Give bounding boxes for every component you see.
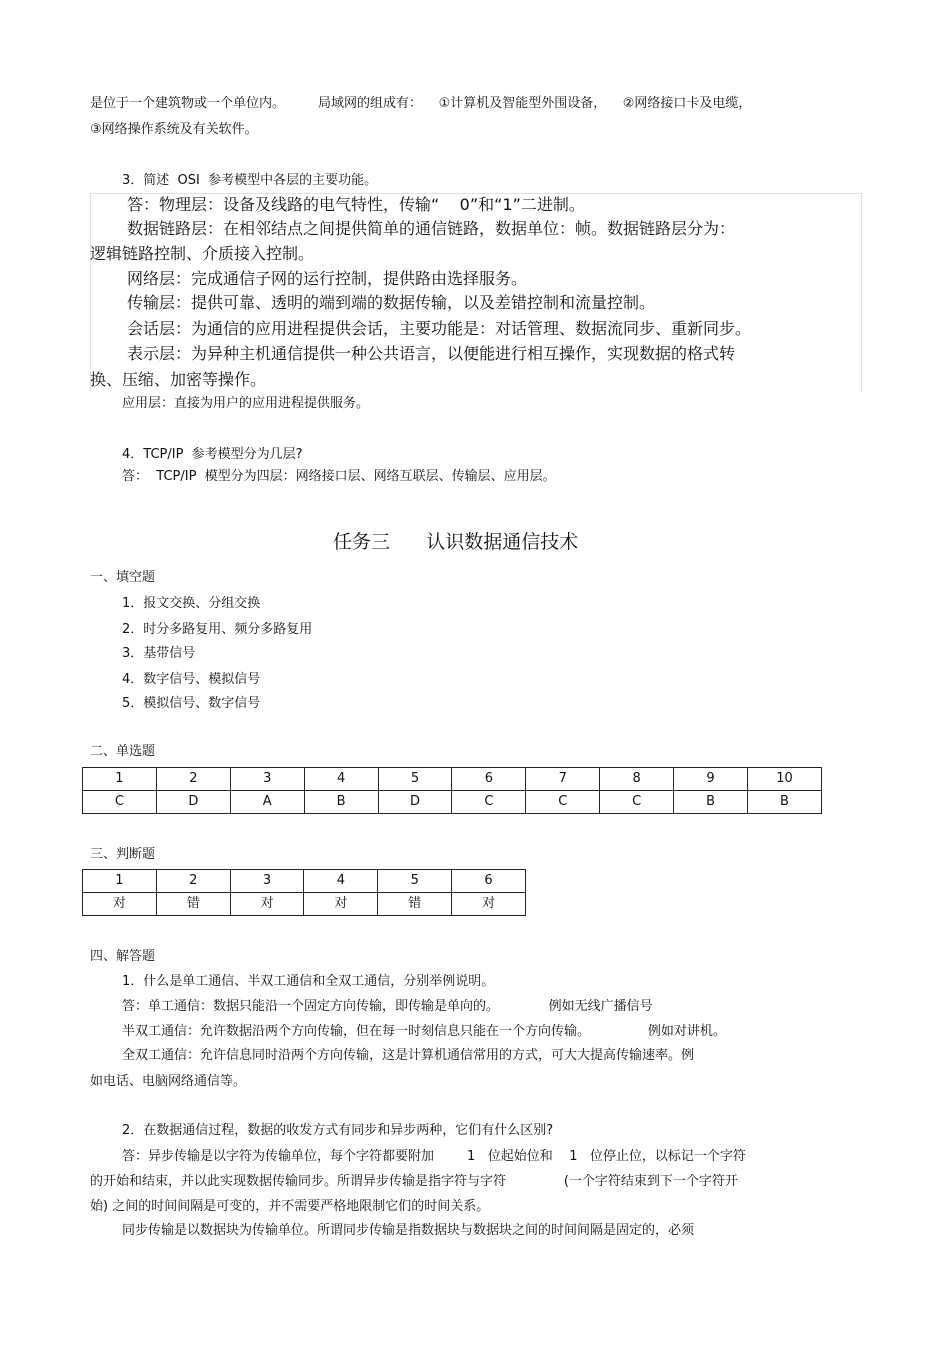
table-cell: A <box>230 791 304 814</box>
table-row <box>83 870 526 893</box>
table-cell: 1 <box>83 768 157 791</box>
essay-answer: 半双工通信：允许数据沿两个方向传输，但在每一时刻信息只能在一个方向传输。 例如对讲机。 <box>122 1024 726 1039</box>
table-cell: 1 <box>83 870 157 893</box>
table-cell: 10 <box>748 768 822 791</box>
table-cell: B <box>674 791 748 814</box>
table-row <box>83 791 822 814</box>
essay-answer: 答：异步传输是以字符为传输单位，每个字符都要附加 1 位起始位和 1 位停止位，以标记一个字符 <box>122 1149 746 1164</box>
answer-line: 答：物理层：设备及线路的电气特性，传输“ 0”和“1”二进制。 <box>127 195 585 214</box>
table-cell: 7 <box>526 768 600 791</box>
fill-item: 3．基带信号 <box>122 646 196 661</box>
table-cell: 对 <box>304 893 378 916</box>
essay-heading: 四、解答题 <box>90 949 156 964</box>
table-cell: B <box>748 791 822 814</box>
essay-question: 1．什么是单工通信、半双工通信和全双工通信，分别举例说明。 <box>122 974 495 989</box>
text-line: 是位于一个建筑物或一个单位内。 局域网的组成有： ①计算机及智能型外围设备， ②网络接口卡及电缆， <box>90 96 752 111</box>
table-cell: 5 <box>378 768 452 791</box>
table-cell: 4 <box>304 870 378 893</box>
answer-line: 逻辑链路控制、介质接入控制。 <box>90 244 315 263</box>
fill-item: 1．报文交换、分组交换 <box>122 596 261 611</box>
text-line: ③网络操作系统及有关软件。 <box>90 122 258 137</box>
essay-answer: 如电话、电脑网络通信等。 <box>90 1074 247 1089</box>
table-cell: 错 <box>378 893 452 916</box>
answer-4: 答： TCP/IP 模型分为四层：网络接口层、网络互联层、传输层、应用层。 <box>122 469 556 484</box>
table-cell: 对 <box>83 893 157 916</box>
essay-answer: 答：单工通信：数据只能沿一个固定方向传输，即传输是单向的。 例如无线广播信号 <box>122 999 653 1014</box>
single-choice-table <box>82 767 822 814</box>
table-cell: B <box>304 791 378 814</box>
table-cell: D <box>156 791 230 814</box>
table-cell: 3 <box>230 768 304 791</box>
table-row <box>83 768 822 791</box>
table-cell: 5 <box>378 870 452 893</box>
fill-item: 5．模拟信号、数字信号 <box>122 696 261 711</box>
table-cell: 6 <box>452 870 526 893</box>
answer-line: 应用层：直接为用户的应用进程提供服务。 <box>122 396 370 411</box>
fill-item: 2．时分多路复用、频分多路复用 <box>122 622 313 637</box>
answer-line: 会话层：为通信的应用进程提供会话，主要功能是：对话管理、数据流同步、重新同步。 <box>127 319 752 338</box>
table-cell: 3 <box>230 870 304 893</box>
table-cell: 错 <box>156 893 230 916</box>
essay-question: 2．在数据通信过程，数据的收发方式有同步和异步两种，它们有什么区别? <box>122 1123 554 1138</box>
judge-table <box>82 869 526 916</box>
table-cell: 6 <box>452 768 526 791</box>
table-cell: C <box>526 791 600 814</box>
fill-item: 4．数字信号、模拟信号 <box>122 672 261 687</box>
answer-line: 网络层：完成通信子网的运行控制，提供路由选择服务。 <box>127 269 528 288</box>
table-cell: 9 <box>674 768 748 791</box>
single-heading: 二、单选题 <box>90 744 156 759</box>
table-cell: C <box>600 791 674 814</box>
essay-answer: 始) 之间的时间间隔是可变的，并不需要严格地限制它们的时间关系。 <box>90 1199 490 1214</box>
table-cell: D <box>378 791 452 814</box>
essay-answer: 的开始和结束，并以此实现数据传输同步。所谓异步传输是指字符与字符 (一个字符结束到下一个字符开 <box>90 1174 738 1189</box>
answer-line: 数据链路层：在相邻结点之间提供简单的通信链路，数据单位：帧。数据链路层分为： <box>127 219 736 238</box>
table-cell: 2 <box>156 768 230 791</box>
answer-line: 表示层：为异种主机通信提供一种公共语言，以便能进行相互操作，实现数据的格式转 <box>127 344 736 363</box>
question-3: 3．简述 OSI 参考模型中各层的主要功能。 <box>122 173 378 188</box>
table-cell: C <box>452 791 526 814</box>
table-cell: 4 <box>304 768 378 791</box>
question-4: 4．TCP/IP 参考模型分为几层? <box>122 447 303 462</box>
fill-heading: 一、填空题 <box>90 570 156 585</box>
table-cell: C <box>83 791 157 814</box>
essay-answer: 全双工通信：允许信息同时沿两个方向传输，这是计算机通信常用的方式，可大大提高传输速率。例 <box>122 1048 695 1063</box>
judge-heading: 三、判断题 <box>90 847 156 862</box>
table-row <box>83 893 526 916</box>
table-cell: 对 <box>452 893 526 916</box>
essay-answer: 同步传输是以数据块为传输单位。所谓同步传输是指数据块与数据块之间的时间间隔是固定的，必须 <box>122 1223 695 1238</box>
table-cell: 8 <box>600 768 674 791</box>
answer-line: 换、压缩、加密等操作。 <box>90 370 267 389</box>
answer-line: 传输层：提供可靠、透明的端到端的数据传输，以及差错控制和流量控制。 <box>127 293 656 312</box>
section-title: 任务三 认识数据通信技术 <box>333 531 579 553</box>
table-cell: 2 <box>156 870 230 893</box>
table-cell: 对 <box>230 893 304 916</box>
